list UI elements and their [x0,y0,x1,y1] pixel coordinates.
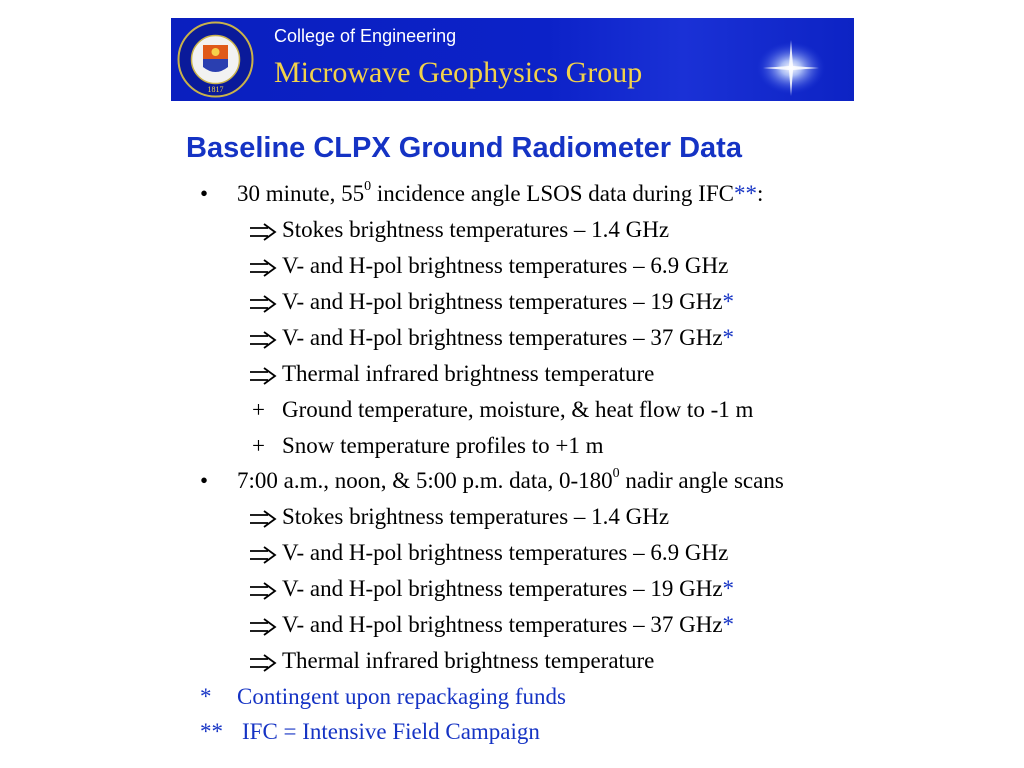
group-name: Microwave Geophysics Group [274,56,643,89]
list-item: Stokes brightness temperatures – 1.4 GHz [282,504,670,529]
university-seal-logo [177,21,254,98]
section2-superscript: 0 [612,466,620,482]
plus-marker: + [252,397,265,422]
section1-heading [237,180,763,208]
implies-arrow-icon [248,330,278,350]
implies-arrow-icon [248,617,278,637]
section1-text-a: 30 minute, 55 [237,181,365,206]
section2-text-b: nadir angle scans [619,468,784,493]
list-item: Snow temperature profiles to +1 m [282,433,604,458]
contingent-footnote-mark: * [722,289,735,314]
bullet-point: • [200,468,209,493]
footnote-contingent: Contingent upon repackaging funds [237,684,566,709]
sparkle-decoration [741,28,831,98]
list-item: V- and H-pol brightness temperatures – 19 GHz* [282,576,735,601]
ifc-footnote-mark: ** [733,181,757,206]
contingent-footnote-mark: * [722,325,735,350]
section2-text-a: 7:00 a.m., noon, & 5:00 p.m. data, 0-180 [237,468,613,493]
section1-superscript: 0 [364,179,372,195]
implies-arrow-icon [248,366,278,386]
list-item: V- and H-pol brightness temperatures – 37 GHz* [282,325,735,350]
list-item: V- and H-pol brightness temperatures – 6.9 GHz [282,253,729,278]
footnote-ifc: IFC = Intensive Field Campaign [242,719,540,744]
footnote-mark: ** [200,719,223,744]
section1-colon: : [756,181,764,206]
implies-arrow-icon [248,545,278,565]
implies-arrow-icon [248,258,278,278]
implies-arrow-icon [248,653,278,673]
list-item: V- and H-pol brightness temperatures – 19 GHz* [282,289,735,314]
section2-heading [237,467,784,495]
svg-text:1817: 1817 [207,85,224,94]
list-item: V- and H-pol brightness temperatures – 37 GHz* [282,612,735,637]
college-name: College of Engineering [274,26,457,46]
contingent-footnote-mark: * [722,576,735,601]
footnote-mark: * [200,684,212,709]
implies-arrow-icon [248,294,278,314]
list-item: V- and H-pol brightness temperatures – 6.9 GHz [282,540,729,565]
contingent-footnote-mark: * [722,612,735,637]
implies-arrow-icon [248,581,278,601]
section1-text-b: incidence angle LSOS data during IFC [371,181,734,206]
implies-arrow-icon [248,222,278,242]
bullet-point: • [200,181,209,206]
list-item: Thermal infrared brightness temperature [282,648,655,673]
slide-title: Baseline CLPX Ground Radiometer Data [186,132,742,164]
implies-arrow-icon [248,509,278,529]
list-item: Thermal infrared brightness temperature [282,361,655,386]
list-item: Ground temperature, moisture, & heat flow to -1 m [282,397,754,422]
header-banner [171,18,854,101]
plus-marker: + [252,433,265,458]
list-item: Stokes brightness temperatures – 1.4 GHz [282,217,670,242]
